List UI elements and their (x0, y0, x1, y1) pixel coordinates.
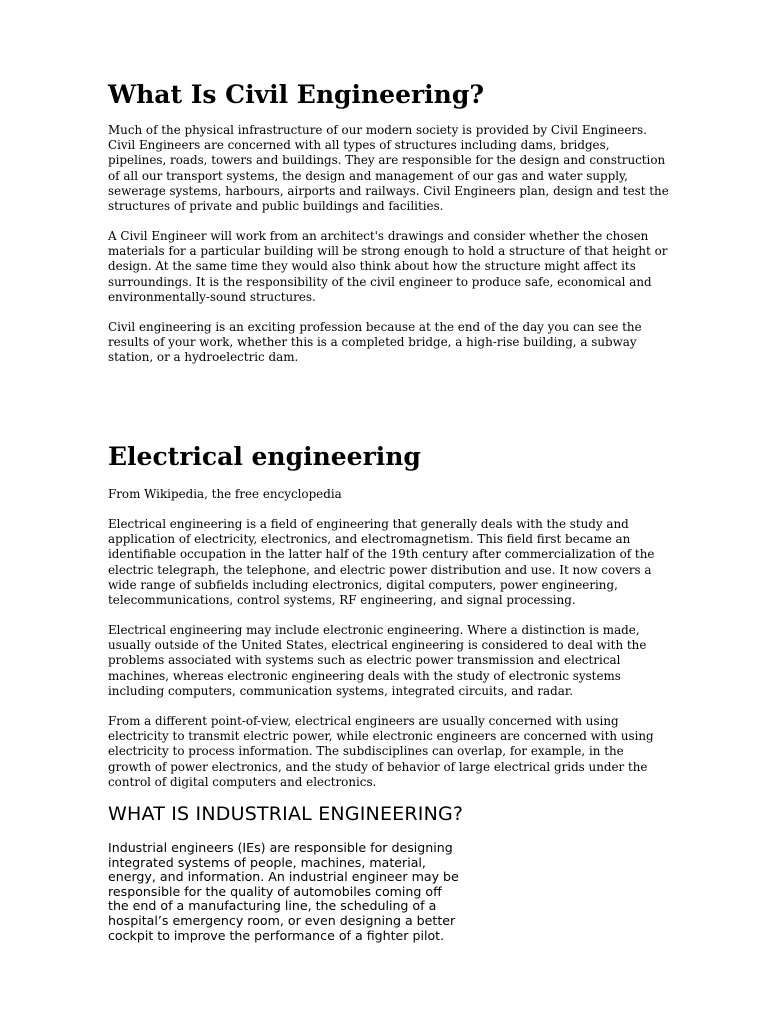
text-line: machines, whereas electronic engineering deals with the study of electronic systems (108, 668, 621, 683)
text-line: energy, and information. An industrial engineer may be (108, 869, 459, 885)
text-line: identifiable occupation in the latter half of the 19th century after commercialization of the (108, 547, 655, 562)
text-line: Civil Engineers are concerned with all types of structures including dams, bridges, (108, 138, 610, 153)
text-line: results of your work, whether this is a completed bridge, a high-rise building, a subway (108, 335, 637, 350)
text-line: control of digital computers and electronics. (108, 774, 377, 789)
text-line: materials for a particular building will be strong enough to hold a structure of that height or (108, 244, 668, 259)
text-line: Industrial engineers (IEs) are responsible for designing (108, 840, 453, 855)
text-line: electricity to transmit electric power, while electronic engineers are concerned with using (108, 729, 654, 744)
text-line: Electrical engineering may include electronic engineering. Where a distinction is made, (108, 623, 640, 637)
electrical-paragraph-2 (108, 623, 653, 699)
industrial-heading: WHAT IS INDUSTRIAL ENGINEERING? (108, 803, 464, 825)
civil-heading: What Is Civil Engineering? (108, 80, 484, 109)
civil-paragraph-2 (108, 229, 668, 305)
text-line: A Civil Engineer will work from an architect's drawings and consider whether the chosen (108, 229, 649, 243)
civil-paragraph-3 (108, 320, 653, 366)
text-line: surroundings. It is the responsibility of the civil engineer to produce safe, economical and (108, 274, 652, 289)
text-line: usually outside of the United States, electrical engineering is considered to deal with the (108, 638, 647, 653)
text-line: wide range of subfields including electronics, digital computers, power engineering, (108, 577, 618, 592)
text-line: pipelines, roads, towers and buildings. They are responsible for the design and construction (108, 153, 666, 168)
text-line: environmentally-sound structures. (108, 289, 316, 304)
text-line: electric telegraph, the telephone, and electric power distribution and use. It now covers a (108, 562, 652, 577)
text-line: Civil engineering is an exciting profession because at the end of the day you can see the (108, 320, 642, 334)
text-line: of all our transport systems, the design and management of our gas and water supply, (108, 168, 628, 183)
electrical-paragraph-3 (108, 714, 653, 790)
text-line: sewerage systems, harbours, airports and railways. Civil Engineers plan, design and test the (108, 183, 669, 198)
text-line: electricity to process information. The subdisciplines can overlap, for example, in the (108, 744, 624, 759)
text-line: integrated systems of people, machines, material, (108, 854, 426, 870)
civil-paragraph-1 (108, 123, 669, 214)
text-line: Electrical engineering is a field of engineering that generally deals with the study and (108, 517, 629, 531)
text-line: application of electricity, electronics, and electromagnetism. This field first became an (108, 532, 631, 547)
text-line: structures of private and public buildings and facilities. (108, 199, 444, 214)
text-line: growth of power electronics, and the study of behavior of large electrical grids under the (108, 759, 648, 774)
text-line: cockpit to improve the performance of a fighter pilot. (108, 927, 445, 943)
electrical-heading: Electrical engineering (108, 442, 421, 471)
text-line: responsible for the quality of automobiles coming off (108, 883, 442, 899)
text-line: station, or a hydroelectric dam. (108, 350, 299, 365)
text-line: From Wikipedia, the free encyclopedia (108, 487, 342, 501)
electrical-paragraph-1 (108, 517, 653, 608)
text-line: including computers, communication systems, integrated circuits, and radar. (108, 683, 573, 698)
electrical-source-line (108, 487, 653, 502)
text-line: the end of a manufacturing line, the scheduling of a (108, 898, 437, 914)
text-line: telecommunications, control systems, RF engineering, and signal processing. (108, 593, 576, 608)
text-line: Much of the physical infrastructure of our modern society is provided by Civil Engineers. (108, 123, 647, 137)
text-line: hospital’s emergency room, or even designing a better (108, 912, 456, 928)
text-line: From a different point-of-view, electrical engineers are usually concerned with using (108, 714, 619, 728)
text-line: problems associated with systems such as electric power transmission and electrical (108, 653, 621, 668)
text-line: design. At the same time they would also think about how the structure might affect its (108, 259, 636, 274)
industrial-paragraph-1 (108, 841, 508, 943)
